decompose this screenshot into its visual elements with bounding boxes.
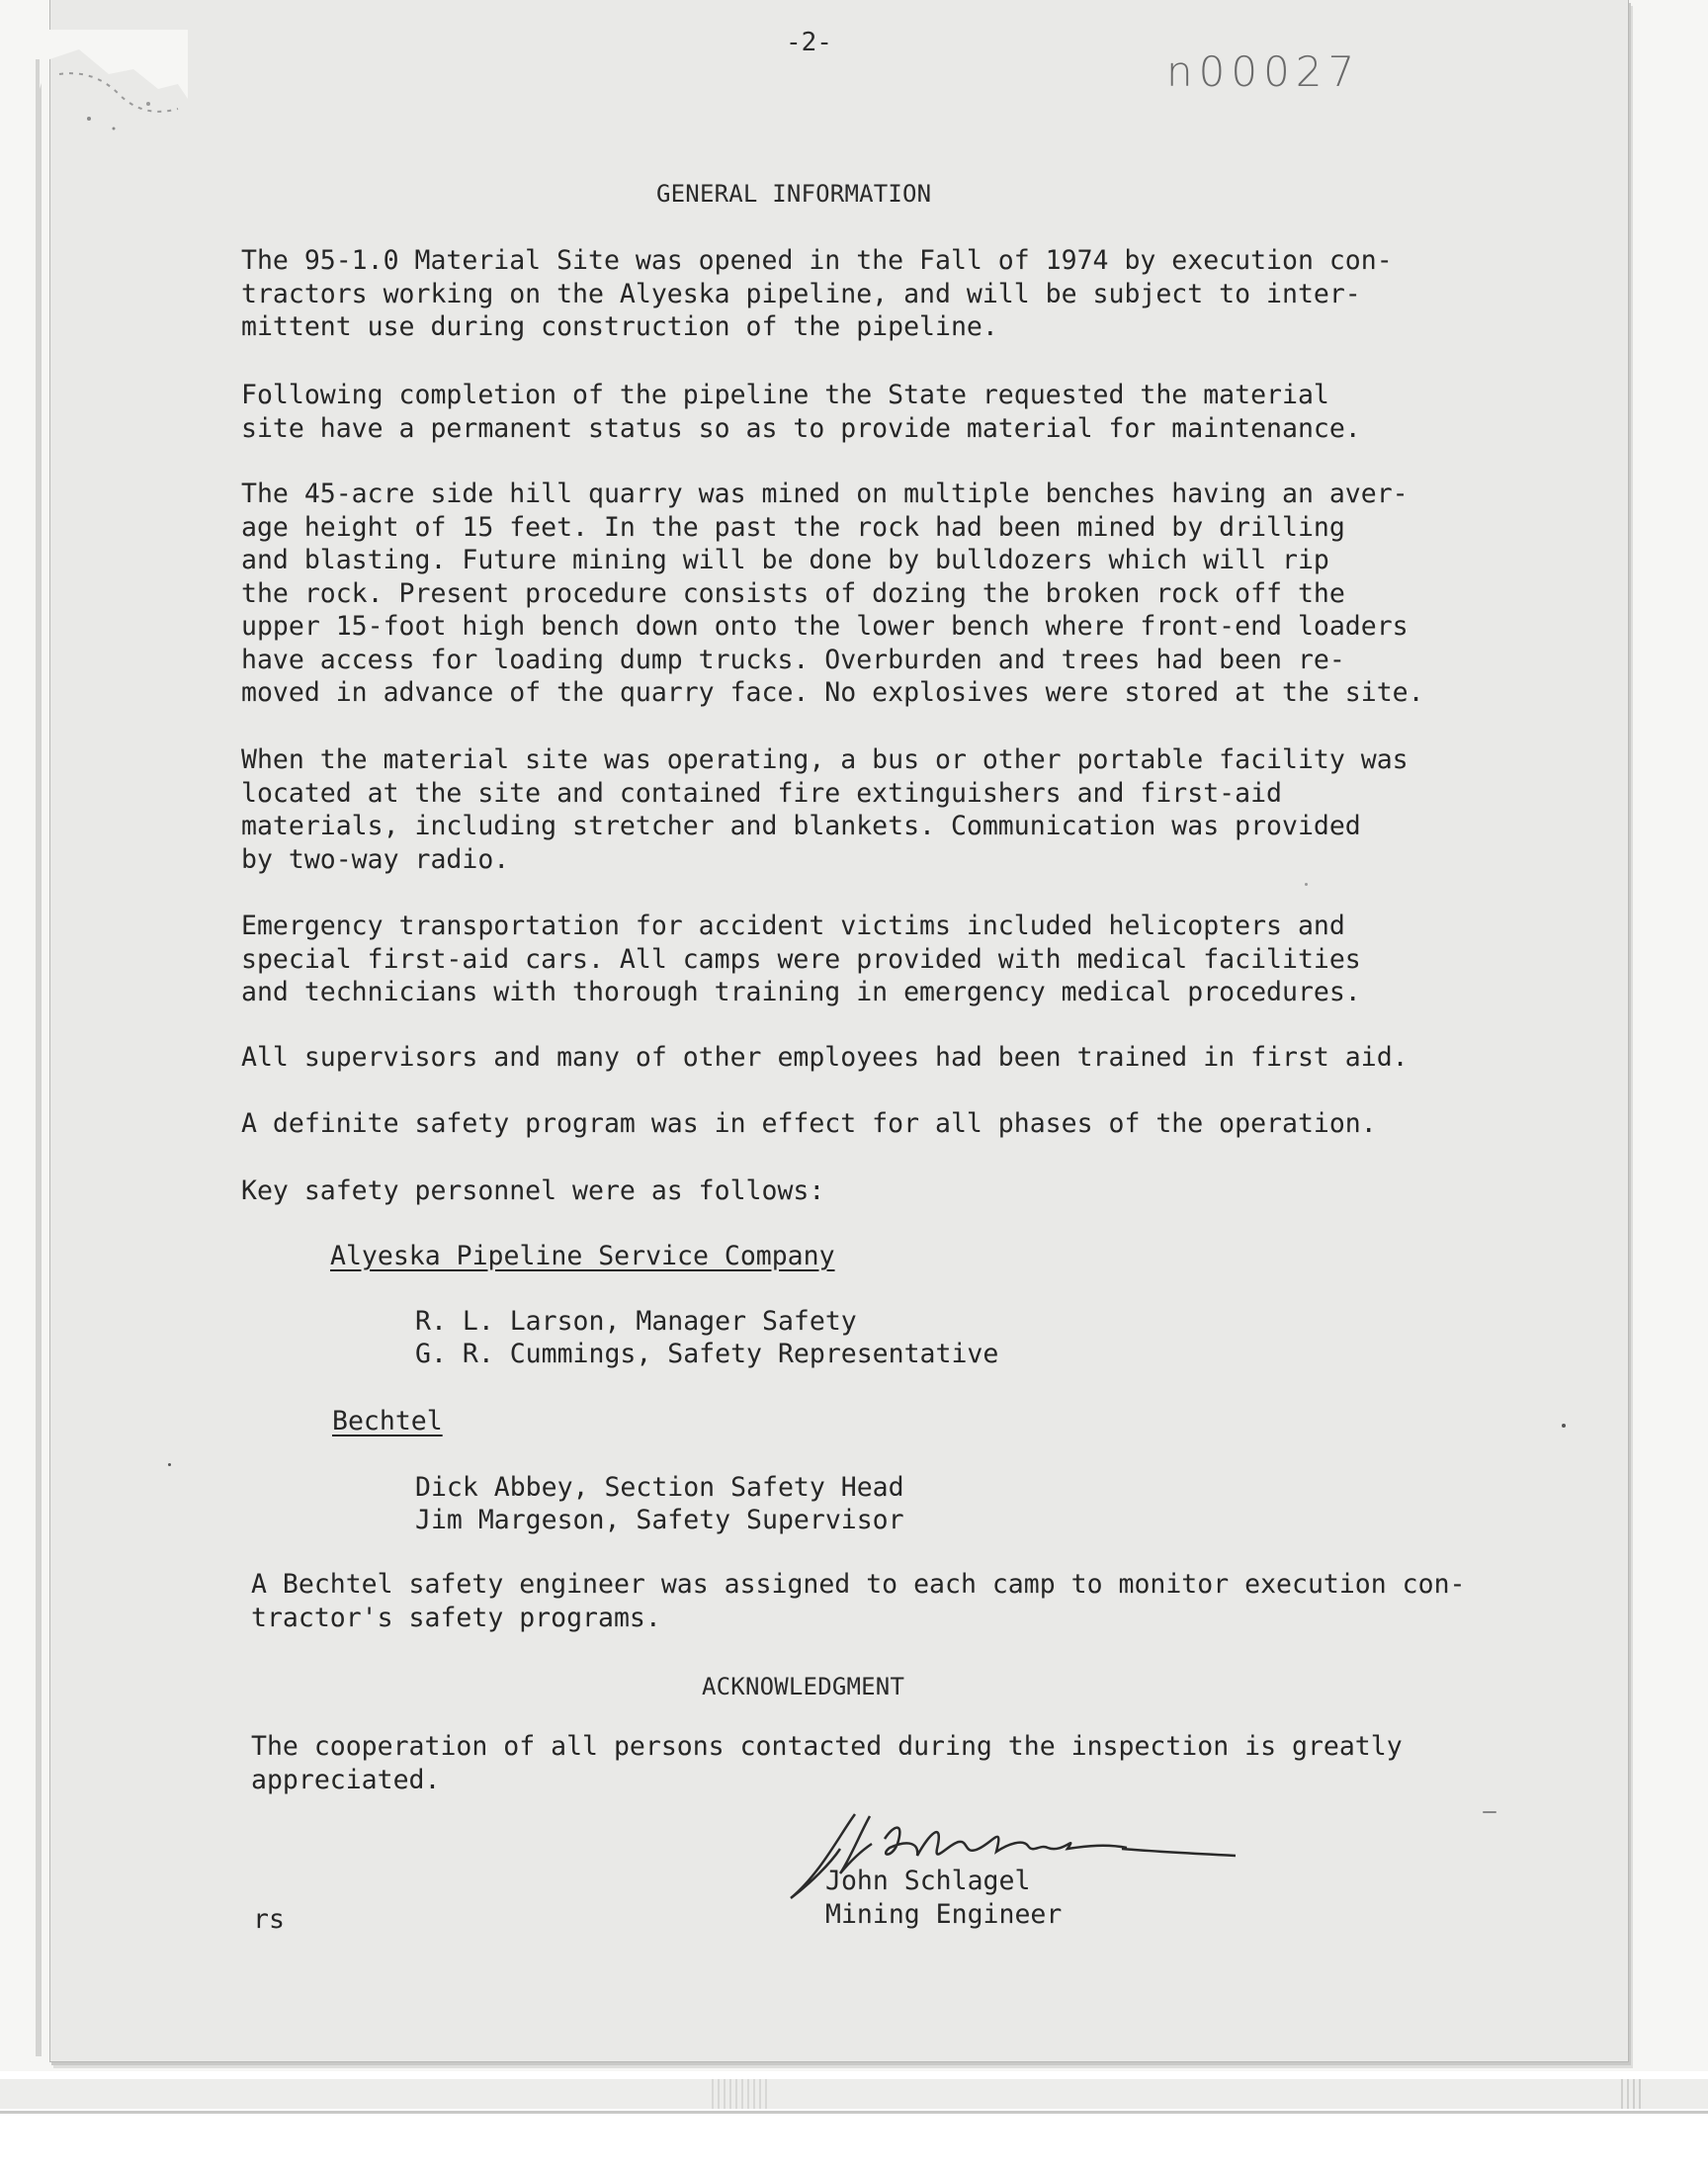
scan-speck: [168, 1463, 171, 1466]
document-control-number: n00027: [1166, 47, 1361, 96]
signature-block: [781, 1804, 1255, 1953]
typist-initials: rs: [253, 1904, 285, 1935]
page-number: -2-: [786, 28, 832, 57]
underlying-page-edge: [36, 59, 42, 2056]
scanner-band: [0, 2079, 1708, 2109]
acknowledgment-text: The cooperation of all persons contacted during the inspection is greatly appreciated.: [251, 1731, 1403, 1795]
scanner-line: [0, 2111, 1708, 2114]
person-abbey: Dick Abbey, Section Safety Head: [415, 1472, 904, 1503]
paragraph-site-facilities: When the material site was operating, a bus or other portable facility was located at the site and contained fire extinguishers and first-aid materials, including stretcher and blankets. Communication was provided by two-way radio.: [241, 744, 1409, 875]
paragraph-emergency-transport: Emergency transportation for accident victims included helicopters and special first-aid cars. All camps were provided with medical facilities and technicians with thorough training in emergency medical procedures.: [241, 911, 1361, 1007]
scan-speck: [1562, 1424, 1566, 1428]
torn-corner-mark: [40, 30, 188, 138]
scanner-ticks: [712, 2079, 771, 2109]
scan-speck: [1305, 883, 1308, 886]
person-cummings: G. R. Cummings, Safety Representative: [415, 1339, 999, 1369]
person-larson: R. L. Larson, Manager Safety: [415, 1306, 857, 1337]
scan-mark: [1483, 1811, 1496, 1813]
paragraph-site-opening: The 95-1.0 Material Site was opened in the Fall of 1974 by execution con- tractors working on the Alyeska pipeline, and will be subject to inter- mittent use during construction of the pipeline.: [241, 245, 1393, 342]
paragraph-safety-program: A definite safety program was in effect for all phases of the operation.: [241, 1108, 1377, 1139]
scanner-ticks: [1621, 2079, 1645, 2109]
signatory-title: Mining Engineer: [825, 1899, 1063, 1930]
general-information-heading: GENERAL INFORMATION: [656, 180, 932, 208]
signatory-name: John Schlagel: [825, 1866, 1031, 1896]
scanner-bottom-edge: [0, 2071, 1708, 2175]
paragraph-bechtel-engineer: A Bechtel safety engineer was assigned to each camp to monitor execution con- tractor's safety programs.: [251, 1569, 1466, 1633]
paragraph-first-aid-training: All supervisors and many of other employees had been trained in first aid.: [241, 1042, 1409, 1073]
organization-bechtel: Bechtel: [332, 1406, 443, 1436]
organization-alyeska: Alyeska Pipeline Service Company: [330, 1241, 835, 1271]
paragraph-key-personnel-intro: Key safety personnel were as follows:: [241, 1175, 825, 1206]
paragraph-permanent-status: Following completion of the pipeline the State requested the material site have a permanent status so as to provide material for maintenance.: [241, 380, 1361, 444]
paragraph-quarry-mining: The 45-acre side hill quarry was mined on multiple benches having an aver- age height of 15 feet. In the past the rock had been mined by drilling and blasting. Future mining will be done by bulldozers which will rip the rock. Present procedure consists of dozing the broken rock off the upper 15-foot high bench down onto the lower bench where front-end loaders have access for loading dump trucks. Overburden and trees had been re- moved in advance of the quarry face. No explosives were stored at the site.: [241, 478, 1424, 708]
person-margeson: Jim Margeson, Safety Supervisor: [415, 1505, 904, 1535]
acknowledgment-heading: ACKNOWLEDGMENT: [702, 1673, 905, 1700]
